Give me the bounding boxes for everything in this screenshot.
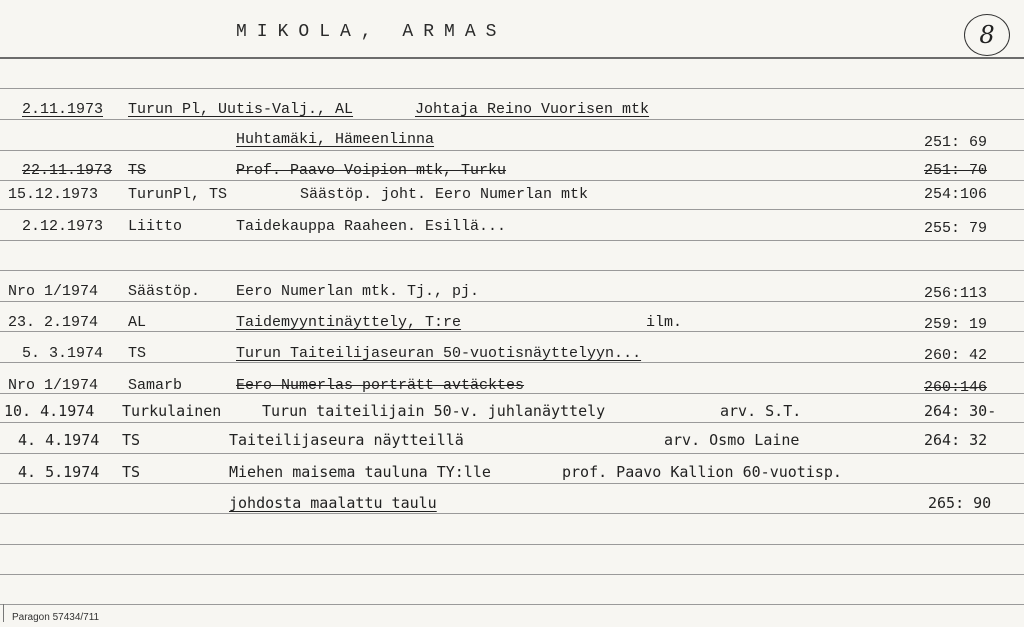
entry-text: Eero Numerlan mtk. Tj., pj. bbox=[236, 283, 480, 300]
entry-source: TS bbox=[128, 162, 147, 179]
entry-ref: 260: 42 bbox=[924, 347, 988, 364]
rule-line bbox=[0, 88, 1024, 89]
entry-extra: arv. Osmo Laine bbox=[664, 431, 800, 449]
entry-text: Prof. Paavo Voipion mtk, Turku bbox=[236, 162, 507, 179]
rule-line bbox=[0, 209, 1024, 210]
entry-date: 10. 4.1974 bbox=[4, 402, 95, 420]
entry-extra: ilm. bbox=[646, 314, 683, 331]
entry-text: Taiteilijaseura näytteillä bbox=[229, 431, 464, 449]
rule-line bbox=[0, 119, 1024, 120]
entry-ref: 259: 19 bbox=[924, 316, 988, 333]
card-number-circle bbox=[964, 14, 1010, 56]
entry-source: TS bbox=[128, 345, 147, 362]
entry-ref: 265: 90 bbox=[928, 494, 992, 512]
entry-date: 4. 5.1974 bbox=[18, 463, 100, 481]
card-number: 8 bbox=[979, 21, 995, 49]
entry-text: Miehen maisema tauluna TY:lle bbox=[229, 463, 491, 481]
entry-source: TurunPl, TS bbox=[128, 186, 228, 203]
rule-line bbox=[0, 270, 1024, 271]
entry-text: johdosta maalattu taulu bbox=[229, 494, 437, 512]
rule-line bbox=[0, 301, 1024, 302]
rule-line bbox=[0, 604, 1024, 605]
rule-line bbox=[0, 513, 1024, 514]
entry-extra: prof. Paavo Kallion 60-vuotisp. bbox=[562, 463, 842, 481]
entry-source: Samarb bbox=[128, 377, 183, 394]
rule-line bbox=[0, 483, 1024, 484]
header-rule bbox=[0, 57, 1024, 59]
rule-line bbox=[0, 240, 1024, 241]
rule-line bbox=[0, 453, 1024, 454]
margin-mark bbox=[3, 604, 4, 622]
entry-text: Turun Taiteilijaseuran 50-vuotisnäyttelyyn... bbox=[236, 345, 642, 362]
entry-date: 23. 2.1974 bbox=[8, 314, 99, 331]
rule-line bbox=[0, 150, 1024, 151]
entry-text: Huhtamäki, Hämeenlinna bbox=[236, 131, 435, 148]
entry-ref: 264: 32 bbox=[924, 431, 988, 449]
entry-source: TS bbox=[122, 463, 141, 481]
entry-date: 5. 3.1974 bbox=[22, 345, 104, 362]
entry-ref: 254:106 bbox=[924, 186, 988, 203]
entry-text: Eero Numerlas porträtt avtäcktes bbox=[236, 377, 525, 394]
rule-line bbox=[0, 331, 1024, 332]
entry-text: Säästöp. joht. Eero Numerlan mtk bbox=[300, 186, 589, 203]
entry-date: 2.11.1973 bbox=[22, 101, 104, 118]
entry-date: Nro 1/1974 bbox=[8, 283, 99, 300]
entry-source: AL bbox=[128, 314, 147, 331]
entry-date: 4. 4.1974 bbox=[18, 431, 100, 449]
entry-ref: 264: 30- bbox=[924, 402, 997, 420]
printer-imprint: Paragon 57434/711 bbox=[12, 612, 100, 623]
entry-date: 22.11.1973 bbox=[22, 162, 113, 179]
entry-date: 15.12.1973 bbox=[8, 186, 99, 203]
entry-extra: arv. S.T. bbox=[720, 402, 802, 420]
entry-ref: 260:146 bbox=[924, 379, 988, 396]
entry-source: TS bbox=[122, 431, 141, 449]
entry-date: Nro 1/1974 bbox=[8, 377, 99, 394]
entry-ref: 251: 69 bbox=[924, 134, 988, 151]
entry-text: Taidekauppa Raaheen. Esillä... bbox=[236, 218, 507, 235]
entry-source: Turun Pl, Uutis-Valj., AL bbox=[128, 101, 354, 118]
entry-ref: 251: 70 bbox=[924, 162, 988, 179]
entry-source: Säästöp. bbox=[128, 283, 201, 300]
entry-text: Johtaja Reino Vuorisen mtk bbox=[415, 101, 650, 118]
entry-ref: 256:113 bbox=[924, 285, 988, 302]
entry-source: Liitto bbox=[128, 218, 183, 235]
rule-line bbox=[0, 422, 1024, 423]
rule-line bbox=[0, 574, 1024, 575]
rule-line bbox=[0, 544, 1024, 545]
entry-text: Taidemyyntinäyttely, T:re bbox=[236, 314, 462, 331]
entry-ref: 255: 79 bbox=[924, 220, 988, 237]
rule-line bbox=[0, 180, 1024, 181]
entry-source: Turkulainen bbox=[122, 402, 222, 420]
card-title: MIKOLA, ARMAS bbox=[236, 22, 507, 42]
entry-date: 2.12.1973 bbox=[22, 218, 104, 235]
entry-text: Turun taiteilijain 50-v. juhlanäyttely bbox=[262, 402, 606, 420]
